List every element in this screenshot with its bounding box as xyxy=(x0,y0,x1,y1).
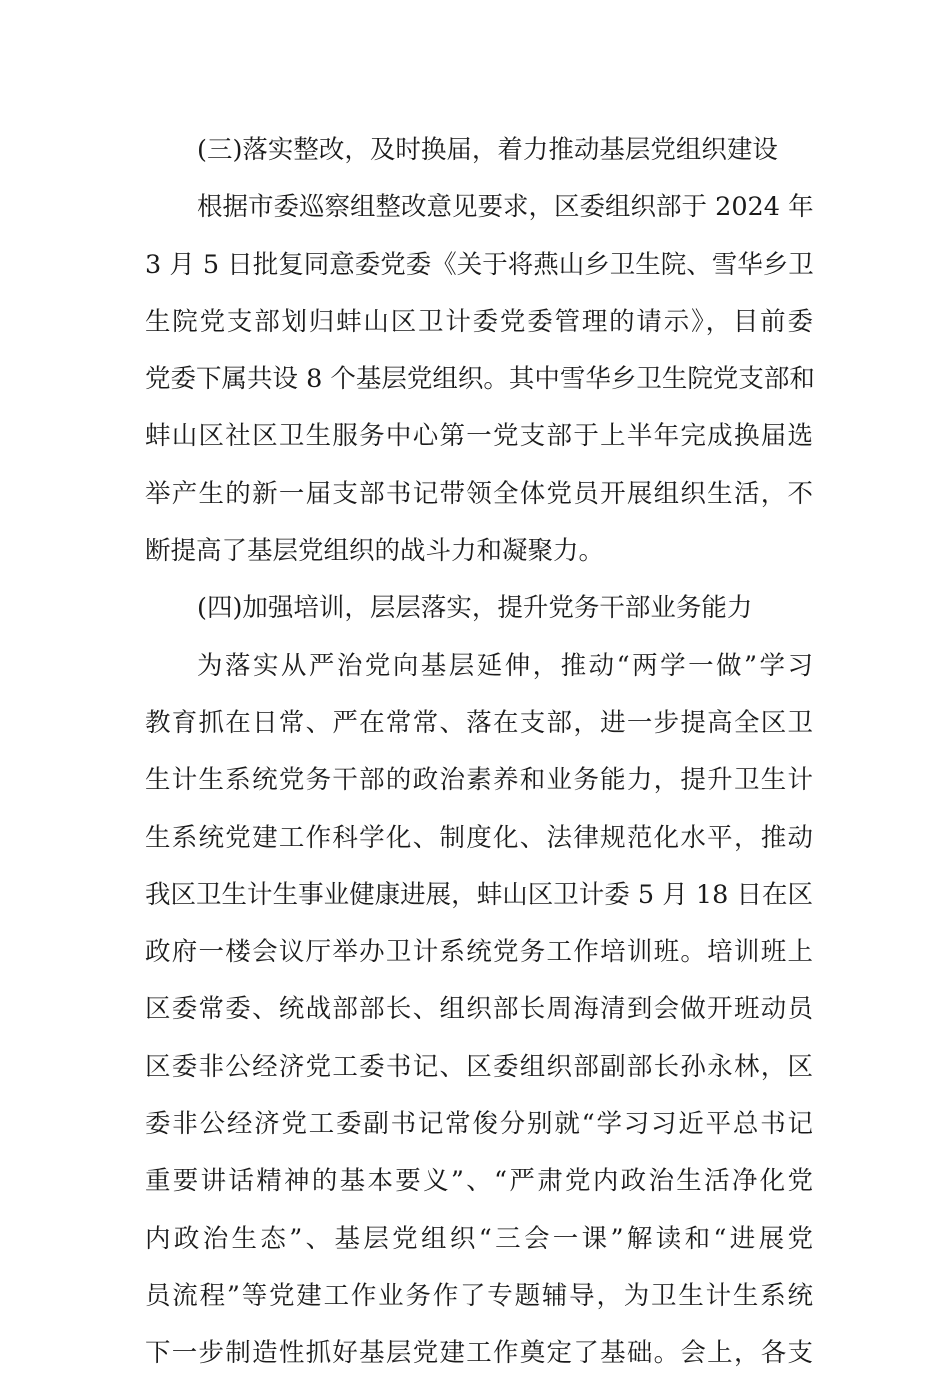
section-4-heading: (四)加强培训，层层落实，提升党务干部业务能力 xyxy=(197,593,753,624)
section-4-line: 委非公经济党工委副书记常俊分别就“学习习近平总书记 xyxy=(145,1109,813,1140)
section-3-line: 生院党支部划归蚌山区卫计委党委管理的请示》，目前委 xyxy=(145,306,813,337)
section-3-line: 根据市委巡察组整改意见要求，区委组织部于 2024 年 xyxy=(197,192,814,223)
section-4-line: 生计生系统党务干部的政治素养和业务能力，提升卫生计 xyxy=(145,765,813,796)
section-3-heading: (三)落实整改，及时换届，着力推动基层党组织建设 xyxy=(197,135,778,165)
section-3-line: 举产生的新一届支部书记带领全体党员开展组织生活，不 xyxy=(145,478,813,509)
section-4-line: 下一步制造性抓好基层党建工作奠定了基础。会上，各支 xyxy=(145,1338,813,1369)
section-4-line: 重要讲话精神的基本要义”、“严肃党内政治生活净化党 xyxy=(145,1166,813,1197)
section-4-line: 我区卫生计生事业健康进展，蚌山区卫计委 5 月 18 日在区 xyxy=(145,879,813,910)
document-body xyxy=(145,122,813,1383)
section-4-line: 区委常委、统战部部长、组织部长周海清到会做开班动员 xyxy=(145,994,813,1025)
section-4-line: 政府一楼会议厅举办卫计系统党务工作培训班。培训班上 xyxy=(145,937,813,968)
section-4-line: 区委非公经济党工委书记、区委组织部副部长孙永林，区 xyxy=(145,1051,813,1082)
section-4-line: 生系统党建工作科学化、制度化、法律规范化水平，推动 xyxy=(145,822,813,853)
section-3-line: 党委下属共设 8 个基层党组织。其中雪华乡卫生院党支部和 xyxy=(145,364,815,395)
section-4-line: 内政治生态”、基层党组织“三会一课”解读和“进展党 xyxy=(145,1223,813,1254)
section-4-line: 教育抓在日常、严在常常、落在支部，进一步提高全区卫 xyxy=(145,707,813,738)
section-3-line: 蚌山区社区卫生服务中心第一党支部于上半年完成换届选 xyxy=(145,421,813,452)
section-3-line: 断提高了基层党组织的战斗力和凝聚力。 xyxy=(145,536,605,567)
section-4-line: 为落实从严治党向基层延伸，推动“两学一做”学习 xyxy=(197,650,813,681)
section-4-line: 员流程”等党建工作业务作了专题辅导，为卫生计生系统 xyxy=(145,1280,813,1311)
section-3-line: 3 月 5 日批复同意委党委《关于将燕山乡卫生院、雪华乡卫 xyxy=(145,249,814,280)
